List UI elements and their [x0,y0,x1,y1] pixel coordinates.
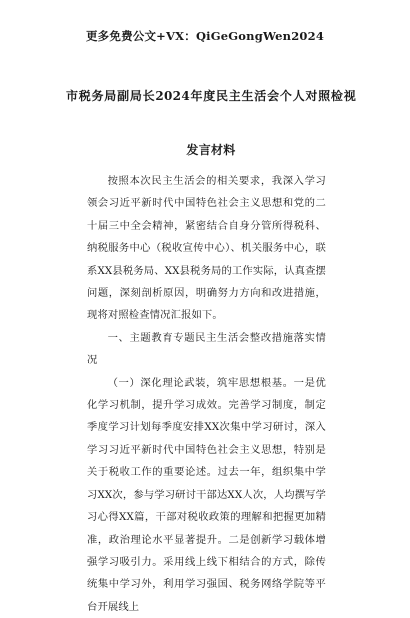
promo-header-text: 更多免费公文+VX：QiGeGongWen2024 [85,29,325,43]
subsection-paragraph: （一）深化理论武装，筑牢思想根基。一是优化学习机制，提升学习成效。完善学习制度，制定季度学习计划每季度安排XX次集中学习研讨，深入学习习近平新时代中国特色社会主义思想，特别是关于税收工作的重要论述。过去一年，组织集中学习XX次，参与学习研讨干部达XX人次，人均撰写学习心得XX篇，干部对税收政策的理解和把握更加精准，政治理论水平显著提升。二是创新学习载体增强学习吸引力。采用线上线下相结合的方式，除传统集中学习外，利用学习强国、税务网络学院等平台开展线上 [87,376,326,613]
document-body [87,170,326,618]
intro-paragraph: 按照本次民主生活会的相关要求，我深入学习领会习近平新时代中国特色社会主义思想和党的二十届三中全会精神，紧密结合自身分管所得税科、纳税服务中心（税收宣传中心）、机关服务中心，联系XX县税务局、XX县税务局的工作实际，认真查摆问题，深刻剖析原因，明确努力方向和改进措施，现将对照检查情况汇报如下。 [87,175,326,322]
section-heading: 一、主题教育专题民主生活会整改措施落实情况 [87,331,326,367]
document-title: 市税务局副局长2024年度民主生活会个人对照检视发言材料 [66,89,356,157]
